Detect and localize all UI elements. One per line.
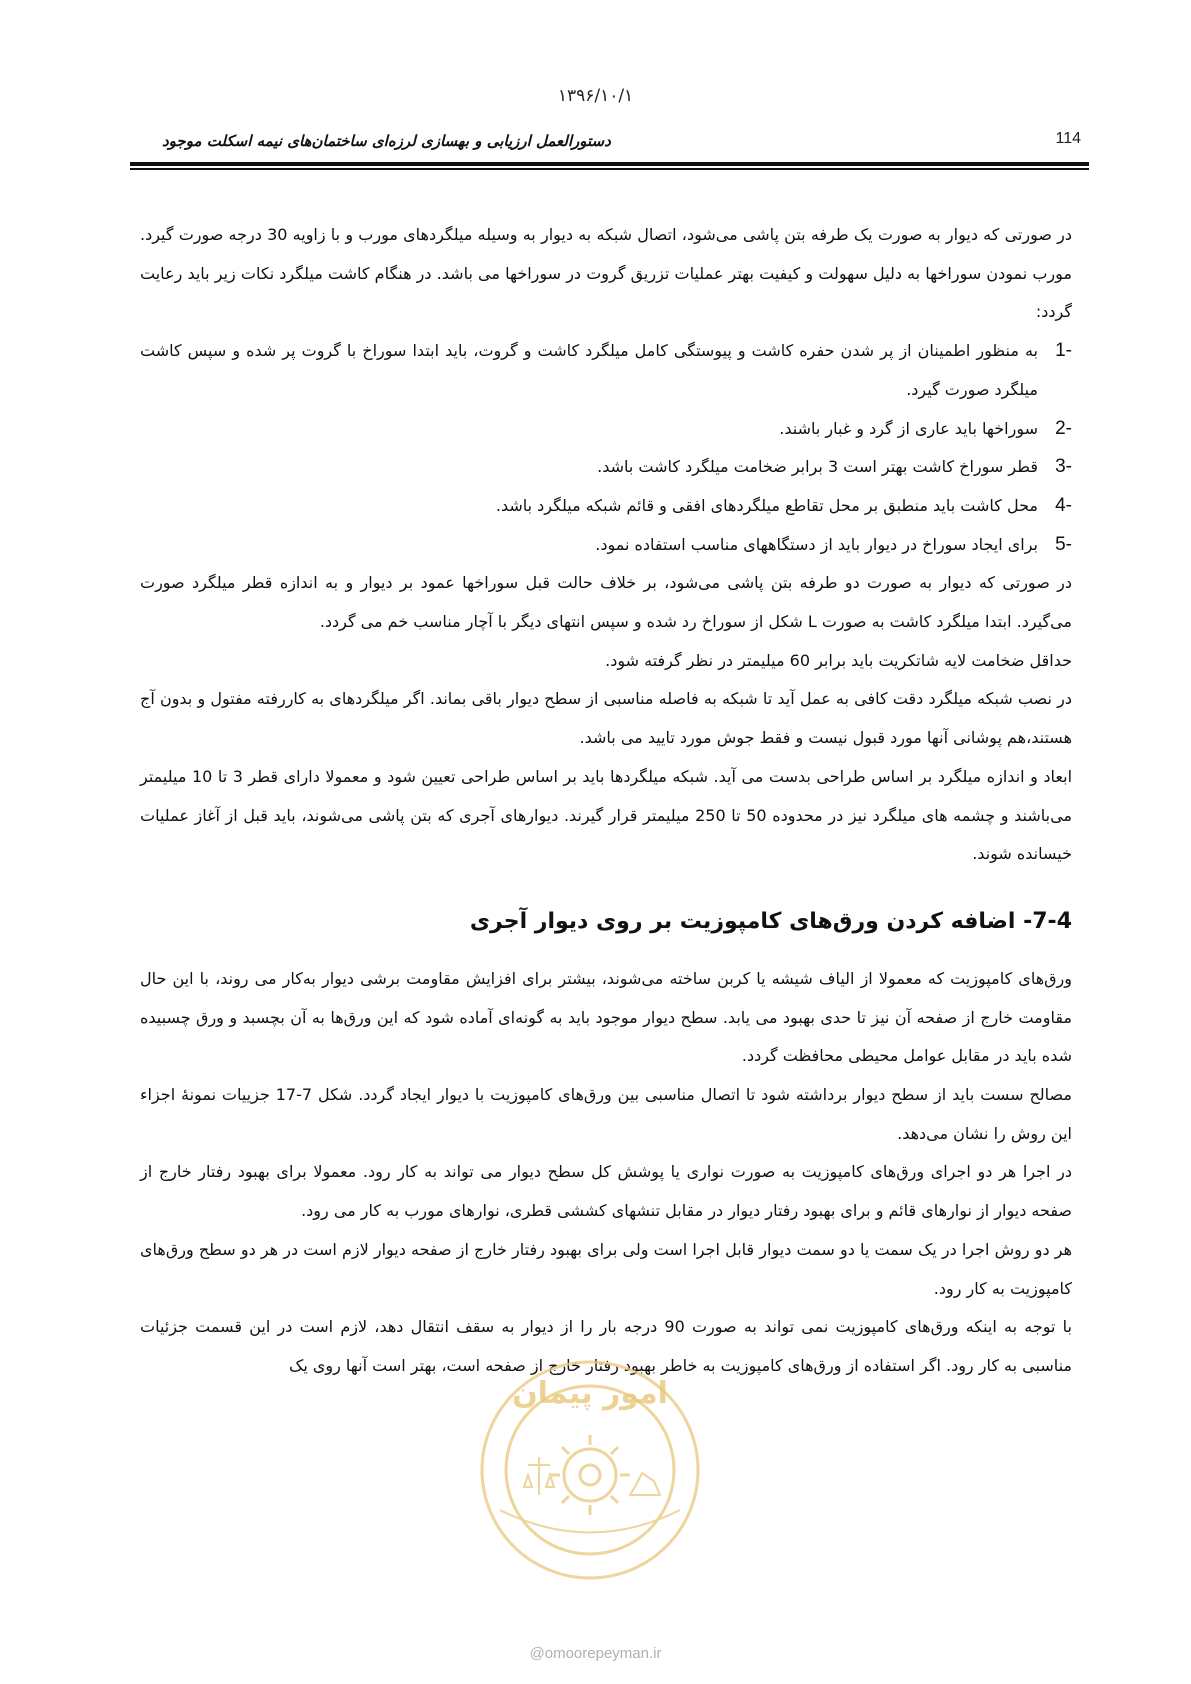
anchor-installation-list <box>140 332 1072 564</box>
main-content <box>140 216 1072 1386</box>
paragraph-composite-intro: ورق‌های کامپوزیت که معمولا از الیاف شیشه یا کربن ساخته می‌شوند، بیشتر برای افزایش مقاومت برشی دیوار به‌کار می روند، با این حال مقاومت خارج از صفحه آن نیز تا حدی بهبود می یابد. سطح دیوار موجود باید به گونه‌ای آماده شود که این ورق‌ها به آن بچسبد و ورق چسبیده شده باید در مقابل عوامل محیطی محافظت گردد. <box>140 968 1072 1066</box>
list-number: -4 <box>1055 494 1072 516</box>
document-title: دستورالعمل ارزیابی و بهسازی لرزه‌ای ساختمان‌های نیمه اسکلت موجود <box>162 132 611 150</box>
paragraph-composite-surface: مصالح سست باید از سطح دیوار برداشته شود تا اتصال مناسبی بین ورق‌های کامپوزیت با دیوار ایجاد گردد. شکل 7-17 جزییات نمونۀ اجزاء این روش را نشان می‌دهد. <box>140 1085 1072 1143</box>
paragraph-min-thickness: حداقل ضخامت لایه شاتکریت باید برابر 60 میلیمتر در نظر گرفته شود. <box>605 650 1072 670</box>
watermark-url: @omoorepeyman.ir <box>529 1645 662 1662</box>
paragraph-two-sided-shotcrete: در صورتی که دیوار به صورت دو طرفه بتن پاشی می‌شود، بر خلاف حالت قبل سوراخها عمود بر دیوار و به اندازه قطر میلگرد صورت می‌گیرد. ابتدا میلگرد کاشت به صورت L شکل از سوراخ رد شده و سپس انتهای دیگر با آچار مناسب خم می گردد. <box>140 573 1072 632</box>
header-date: ۱۳۹۶/۱۰/۱ <box>557 86 634 106</box>
page-number: 114 <box>1055 130 1081 147</box>
section-heading: 7-4- اضافه کردن ورق‌های کامپوزیت بر روی دیوار آجری <box>469 908 1072 934</box>
list-number: -3 <box>1055 456 1072 478</box>
list-item-text: به منظور اطمینان از پر شدن حفره کاشت و پیوستگی کامل میلگرد کاشت و گروت، باید ابتدا سوراخ با گروت پر شده و سپس کاشت میلگرد صورت گیرد. <box>140 341 1038 399</box>
list-item-text: برای ایجاد سوراخ در دیوار باید از دستگاههای مناسب استفاده نمود. <box>595 534 1038 554</box>
list-item <box>140 487 1072 526</box>
paragraph-mesh-install: در نصب شبکه میلگرد دقت کافی به عمل آید تا شبکه به فاصله مناسبی از سطح دیوار باقی بماند. اگر میلگردهای به کاررفته مفتول و بدون آج هستند،هم پوشانی آنها مورد قبول نیست و فقط جوش مورد تایید می باشد. <box>140 689 1072 748</box>
list-number: -5 <box>1055 533 1072 555</box>
list-item <box>140 332 1072 409</box>
header-rule-thick <box>130 162 1089 166</box>
list-item <box>140 448 1072 487</box>
list-number: -2 <box>1055 417 1072 439</box>
list-item-text: محل کاشت باید منطبق بر محل تقاطع میلگردهای افقی و قائم شبکه میلگرد باشد. <box>495 495 1038 515</box>
paragraph-composite-details: با توجه به اینکه ورق‌های کامپوزیت نمی تواند به صورت 90 درجه بار را از دیوار به سقف انتقال دهد، لازم است در این قسمت جزئیات مناسبی به کار رود. اگر استفاده از ورق‌های کامپوزیت به خاطر بهبود رفتار خارج از صفحه است، بهتر است آنها روی یک <box>140 1317 1072 1375</box>
list-item <box>140 410 1072 449</box>
paragraph-rebar-dimensions: ابعاد و اندازه میلگرد بر اساس طراحی بدست می آید. شبکه میلگردها باید بر اساس طراحی تعیین شود و معمولا دارای قطر 3 تا 10 میلیمتر می‌باشند و چشمه های میلگرد نیز در محدوده 50 تا 250 میلیمتر قرار گیرند. دیوارهای آجری که بتن پاشی می‌شوند، باید قبل از آغاز عملیات خیسانده شوند. <box>140 766 1073 864</box>
paragraph-composite-strips: در اجرا هر دو اجرای ورق‌های کامپوزیت به صورت نواری یا پوشش کل سطح دیوار می تواند به کار رود. معمولا برای بهبود رفتار خارج از صفحه دیوار از نوارهای قائم و برای بهبود رفتار دیوار در مقابل تنشهای کششی قطری، نوارهای مورب به کار می رود. <box>140 1162 1072 1221</box>
list-item-text: قطر سوراخ کاشت بهتر است 3 برابر ضخامت میلگرد کاشت باشد. <box>597 457 1038 477</box>
paragraph-composite-sides: هر دو روش اجرا در یک سمت یا دو سمت دیوار قابل اجرا است ولی برای بهبود رفتار خارج از صفحه دیوار لازم است در هر دو سطح ورق‌های کامپوزیت به کار رود. <box>140 1239 1072 1298</box>
header-rule-thin <box>130 168 1089 170</box>
paragraph-one-sided-shotcrete: در صورتی که دیوار به صورت یک طرفه بتن پاشی می‌شود، اتصال شبکه به دیوار به وسیله میلگردهای مورب و با زاویه 30 درجه صورت گیرد. مورب نمودن سوراخها به دلیل سهولت و کیفیت بهتر عملیات تزریق گروت در سوراخها می باشد. در هنگام کاشت میلگرد نکات زیر باید رعایت گردد: <box>140 225 1073 322</box>
list-item <box>140 526 1072 565</box>
list-item-text: سوراخها باید عاری از گرد و غبار باشند. <box>779 418 1038 438</box>
list-number: -1 <box>1055 340 1072 362</box>
stamp-text: امور پیمان <box>512 1376 668 1411</box>
